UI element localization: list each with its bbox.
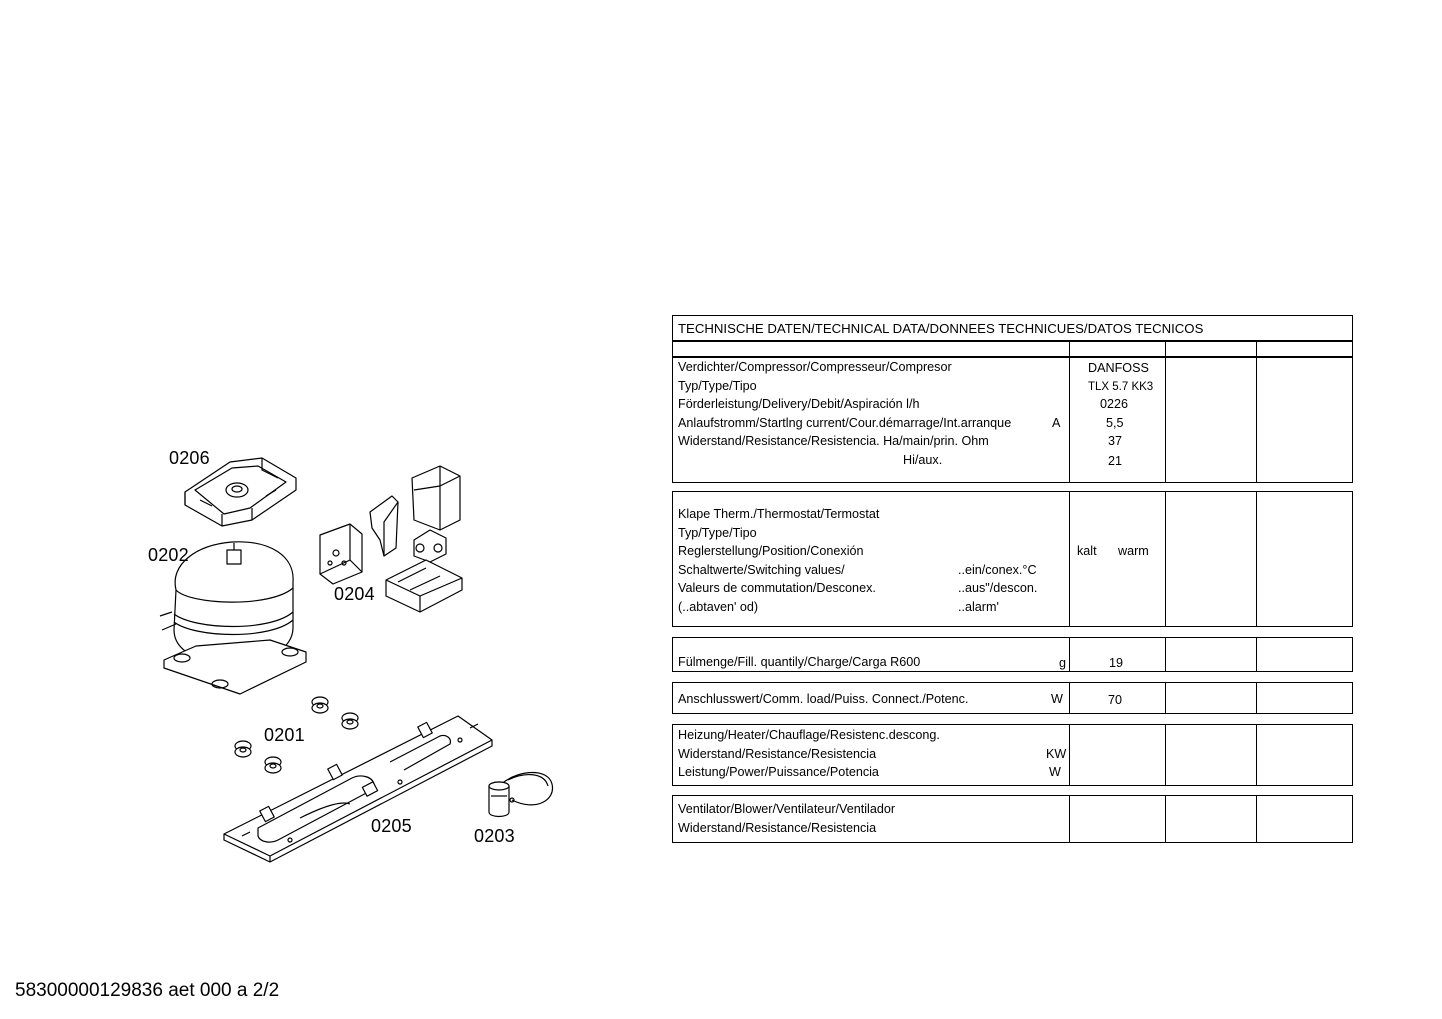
resistance-main-value: 37: [1108, 434, 1123, 448]
position-label: Reglerstellung/Position/Conexión: [678, 544, 864, 558]
compressor-type-value: TLX 5.7 KK3: [1088, 381, 1154, 393]
header-strip: [672, 341, 1353, 357]
resistance-main-label: Widerstand/Resistance/Resistencia. Ha/main/prin. Ohm: [678, 434, 989, 448]
delivery-label: Förderleistung/Delivery/Debit/Aspiración l/h: [678, 397, 920, 411]
fill-quantity-value: 19: [1109, 656, 1124, 670]
compressor-type-label: Typ/Type/Tipo: [678, 379, 757, 393]
heater-power-label: Leistung/Power/Puissance/Potencia: [678, 765, 879, 779]
switch-on-label: ..ein/conex.°C: [958, 563, 1037, 577]
capacitor-part: [489, 773, 553, 817]
starting-current-value: 5,5: [1106, 416, 1124, 430]
part-label-0204: 0204: [334, 584, 375, 604]
parts-drawing: [0, 0, 640, 900]
compressor-brand-value: DANFOSS: [1088, 361, 1149, 375]
blower-resistance-label: Widerstand/Resistance/Resistencia: [678, 821, 877, 835]
connected-load-unit: W: [1051, 692, 1063, 706]
starting-current-unit: A: [1052, 416, 1061, 430]
heater-power-unit: W: [1049, 765, 1061, 779]
blower-label: Ventilator/Blower/Ventilateur/Ventilador: [678, 802, 896, 816]
fill-quantity-label: Fülmenge/Fill. quantily/Charge/Carga R600: [678, 655, 921, 669]
part-label-0201: 0201: [264, 725, 305, 745]
connected-load-value: 70: [1108, 693, 1123, 707]
starting-current-label: Anlaufstromm/Startlng current/Cour.démarrage/Int.arranque: [678, 416, 1012, 430]
heater-label: Heizung/Heater/Chauflage/Resistenc.descong.: [678, 728, 940, 742]
delivery-value: 0226: [1100, 397, 1129, 411]
compressor-label: Verdichter/Compressor/Compresseur/Compresor: [678, 360, 952, 374]
heater-resistance-label: Widerstand/Resistance/Resistencia: [678, 747, 877, 761]
part-label-0202: 0202: [148, 545, 189, 565]
commutation-label: Valeurs de commutation/Desconex.: [678, 581, 876, 595]
table-title: TECHNISCHE DATEN/TECHNICAL DATA/DONNEES TECHNICUES/DATOS TECNICOS: [678, 321, 1204, 336]
fill-quantity-unit: g: [1059, 656, 1067, 670]
resistance-aux-value: 21: [1108, 454, 1123, 468]
abtaven-label: (..abtaven' od): [678, 600, 759, 614]
part-label-0205: 0205: [371, 816, 412, 836]
switch-off-label: ..aus"/descon.: [958, 581, 1038, 595]
part-label-0206: 0206: [169, 448, 210, 468]
document-number: 58300000129836 aet 000 a 2/2: [15, 980, 280, 1001]
warm-value: warm: [1118, 544, 1149, 558]
thermostat-type-label: Typ/Type/Tipo: [678, 526, 757, 540]
switching-values-label: Schaltwerte/Switching values/: [678, 563, 845, 577]
part-label-0203: 0203: [474, 826, 515, 846]
thermostat-label: Klape Therm./Thermostat/Termostat: [678, 507, 880, 521]
resistance-aux-label: Hi/aux.: [903, 453, 943, 467]
heater-resistance-unit: KW: [1046, 747, 1067, 761]
kalt-value: kalt: [1077, 544, 1097, 558]
alarm-label: ..alarm': [958, 600, 999, 614]
connected-load-label: Anschlusswert/Comm. load/Puiss. Connect./Potenc.: [678, 692, 969, 706]
